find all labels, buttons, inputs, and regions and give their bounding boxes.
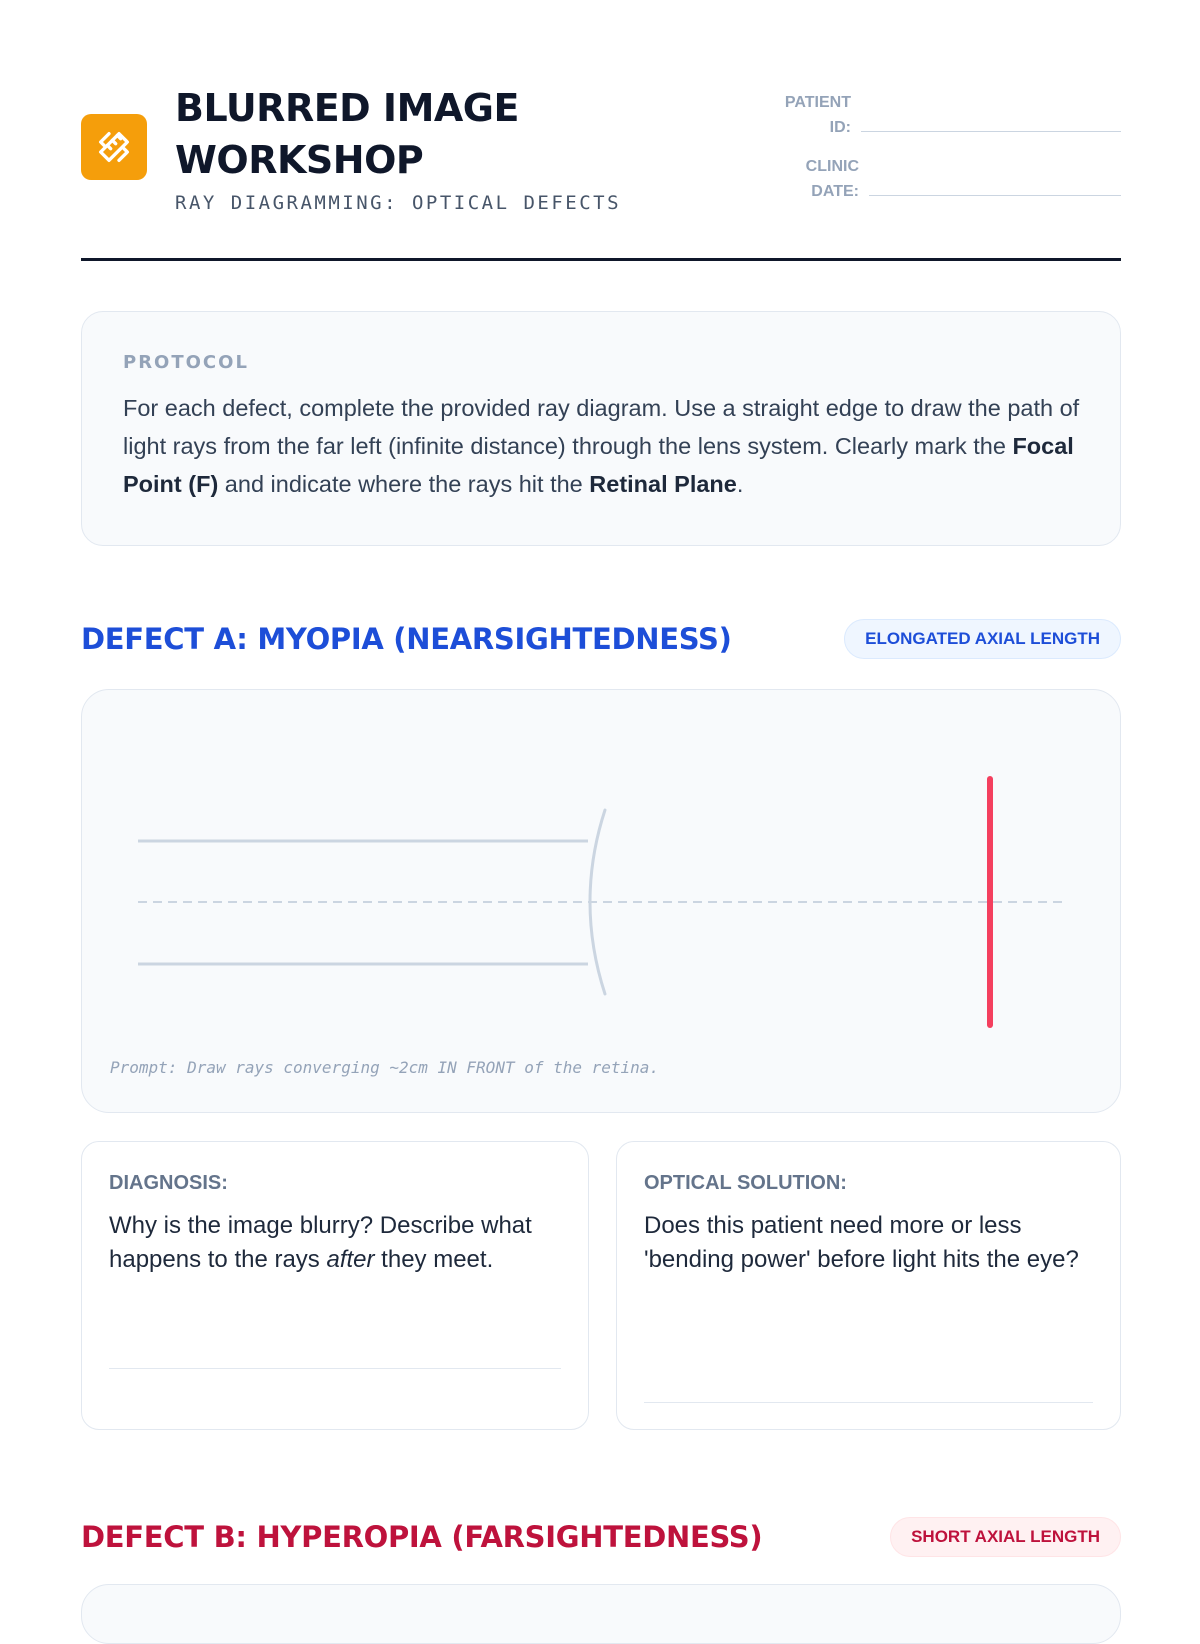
diagnosis-question-part: they meet. <box>374 1246 494 1273</box>
hyperopia-ray-diagram[interactable] <box>81 1584 1121 1644</box>
defect-a-title: DEFECT A: MYOPIA (NEARSIGHTEDNESS) <box>81 622 732 656</box>
patient-id-label-line2: ID: <box>829 119 851 136</box>
optical-solution-answer-line[interactable] <box>644 1402 1093 1403</box>
patient-id-field[interactable] <box>861 130 1121 132</box>
diagram-prompt: Prompt: Draw rays converging ~2cm IN FRONT of the retina. <box>110 1058 660 1077</box>
protocol-text-part: . <box>736 471 744 497</box>
diagnosis-card <box>81 1141 589 1430</box>
defect-b-header <box>81 1512 1121 1562</box>
page-subtitle: RAY DIAGRAMMING: OPTICAL DEFECTS <box>175 192 622 214</box>
patient-id-row <box>761 90 1121 140</box>
patient-id-label-line1: PATIENT <box>784 94 851 111</box>
page-title: BLURRED IMAGE WORKSHOP <box>175 86 519 182</box>
protocol-box <box>81 311 1121 546</box>
optical-solution-question: Does this patient need more or less 'bending power' before light hits the eye? <box>644 1212 1079 1273</box>
optical-solution-label: OPTICAL SOLUTION: <box>644 1172 847 1194</box>
protocol-text <box>123 389 1080 503</box>
worksheet-header <box>81 82 1121 261</box>
defect-b-title: DEFECT B: HYPEROPIA (FARSIGHTEDNESS) <box>81 1520 763 1554</box>
retinal-plane-term: Retinal Plane <box>589 471 737 497</box>
clinic-date-label <box>761 154 869 204</box>
protocol-text-part: and indicate where the rays hit the <box>218 471 590 497</box>
optical-solution-card <box>616 1141 1121 1430</box>
patient-meta <box>761 90 1121 218</box>
myopia-ray-diagram[interactable] <box>81 689 1121 1113</box>
pencil-ruler-icon <box>81 114 147 180</box>
diagnosis-question <box>109 1209 561 1277</box>
defect-b-badge: SHORT AXIAL LENGTH <box>890 1517 1121 1557</box>
clinic-date-label-line2: DATE: <box>811 183 859 200</box>
protocol-label: PROTOCOL <box>123 352 249 373</box>
diagnosis-answer-line[interactable] <box>109 1368 561 1369</box>
defect-a-badge: ELONGATED AXIAL LENGTH <box>844 619 1121 659</box>
diagnosis-label: DIAGNOSIS: <box>109 1172 228 1194</box>
title-block <box>175 82 621 214</box>
clinic-date-label-line1: CLINIC <box>805 158 859 175</box>
focal-point-term: Focal Point (F) <box>123 433 1074 497</box>
clinic-date-field[interactable] <box>869 194 1121 196</box>
diagnosis-emphasis: after <box>326 1246 375 1273</box>
defect-a-header <box>81 614 1121 664</box>
clinic-date-row <box>761 154 1121 204</box>
protocol-text-part: For each defect, complete the provided ray diagram. Use a straight edge to draw the path of light rays from the far left (infinite distance) through the lens system. Clearly mark the <box>123 395 1080 459</box>
patient-id-label <box>761 90 861 140</box>
diagnosis-question-part: Why is the image blurry? Describe what happens to the rays <box>109 1212 532 1273</box>
